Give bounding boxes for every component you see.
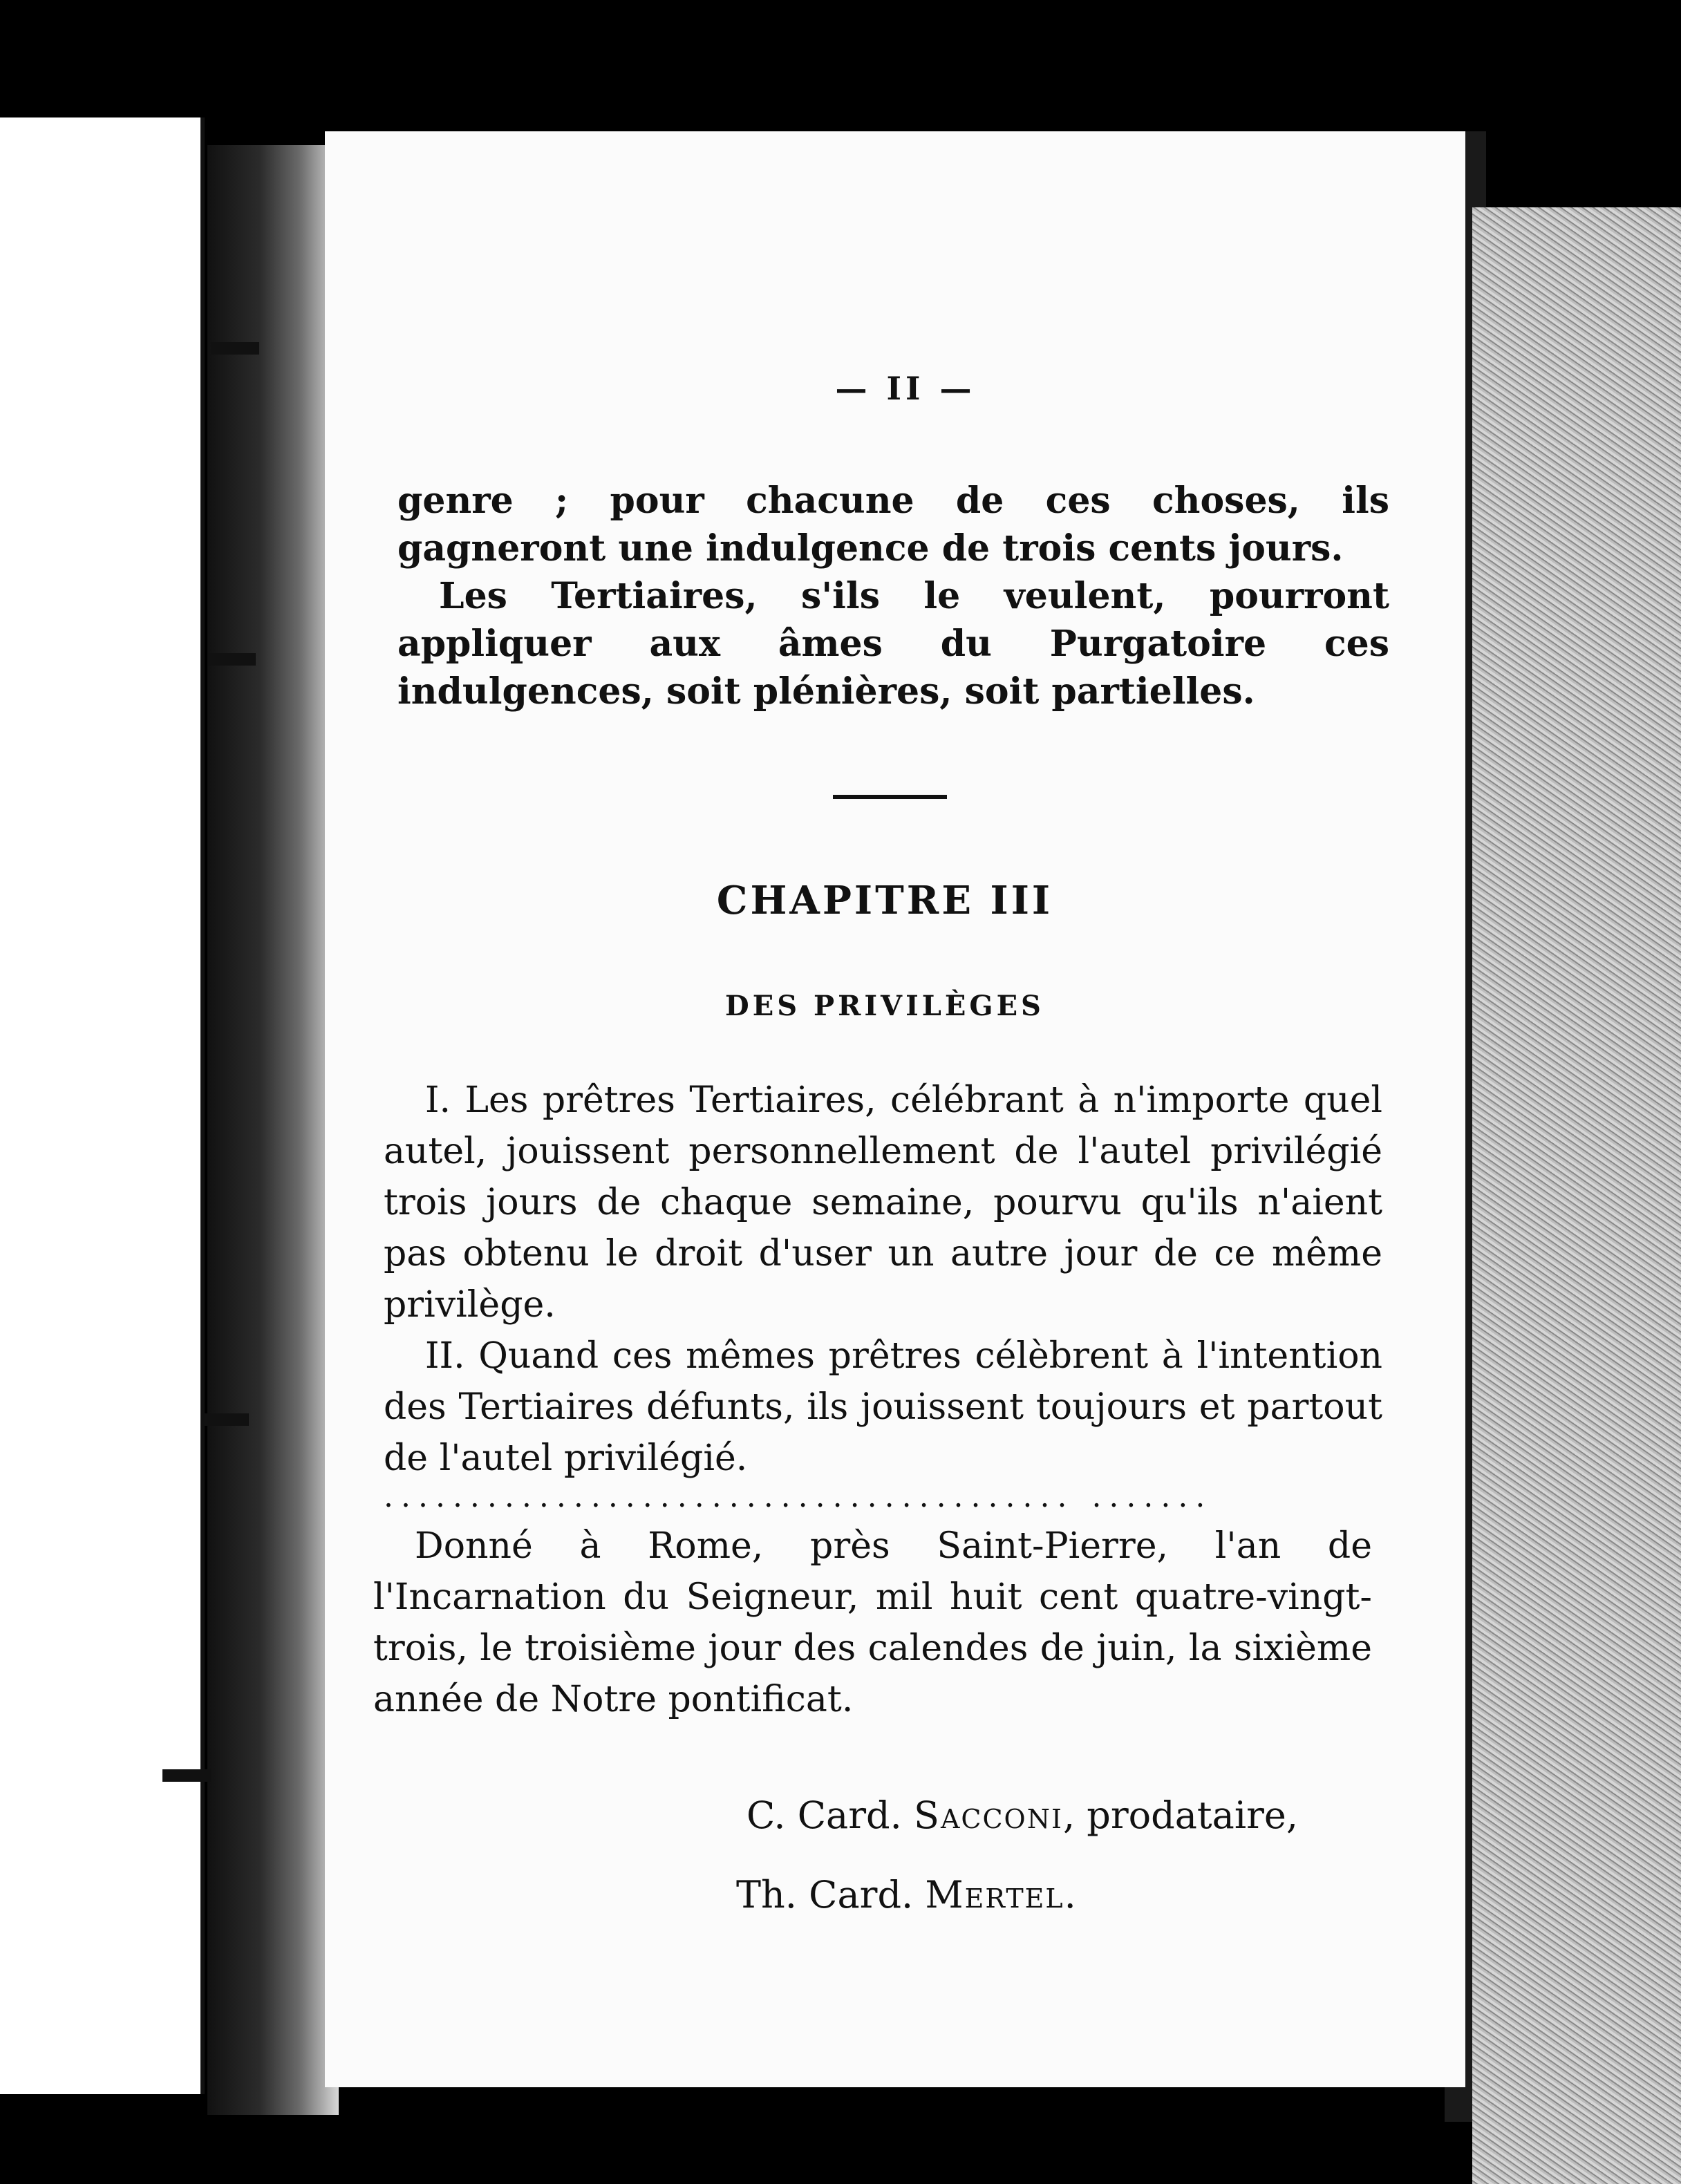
book-spine-shadow — [207, 145, 339, 2115]
closing-paragraph: Donné à Rome, près Saint-Pierre, l'an de l'Incarnation du Seigneur, mil huit cent quatre-vingt-trois, le troisième jour des calendes de juin, la sixième année de Notre pontificat. — [373, 1525, 1372, 1720]
signature-name: Mertel. — [925, 1873, 1078, 1917]
signature-sacconi — [746, 1794, 1298, 1837]
binding-stitch — [162, 1769, 211, 1782]
chapter-title: CHAPITRE III — [716, 878, 1053, 923]
privileges-text — [384, 1075, 1382, 1484]
binding-stitch — [200, 1413, 249, 1426]
continuation-text — [397, 477, 1389, 715]
binding-stitch — [211, 342, 259, 355]
ellipsis-line: ........................................ ....... — [384, 1479, 1213, 1514]
privilege-item: II. Quand ces mêmes prêtres célèbrent à l'intention des Tertiaires défunts, ils jouissent toujours et partout de l'autel privilégié. — [384, 1335, 1382, 1479]
previous-page-edge — [0, 117, 205, 2094]
page-number: — II — — [835, 370, 976, 407]
signature-name: Sacconi — [913, 1794, 1063, 1837]
closing-text — [373, 1521, 1372, 1725]
signature-prefix: Th. Card. — [736, 1873, 914, 1917]
signature-prefix: C. Card. — [746, 1794, 902, 1837]
page-stack-edge — [1472, 207, 1681, 2184]
binding-stitch — [207, 653, 256, 666]
privilege-item: I. Les prêtres Tertiaires, célébrant à n'importe quel autel, jouissent personnellement de l'autel privilégié trois jours de chaque semaine, pourvu qu'ils n'aient pas obtenu le droit d'user un autre jour de ce même privilège. — [384, 1080, 1382, 1326]
chapter-subtitle: DES PRIVILÈGES — [725, 990, 1044, 1022]
indulgence-paragraph: Les Tertiaires, s'ils le veulent, pourront appliquer aux âmes du Purgatoire ces indulgences, soit plénières, soit partielles. — [397, 575, 1389, 713]
section-divider — [833, 795, 947, 799]
signature-mertel — [736, 1873, 1078, 1917]
signature-suffix: , prodataire, — [1062, 1794, 1299, 1837]
continuation-paragraph: genre ; pour chacune de ces choses, ils gagneront une indulgence de trois cents jours. — [397, 480, 1389, 569]
